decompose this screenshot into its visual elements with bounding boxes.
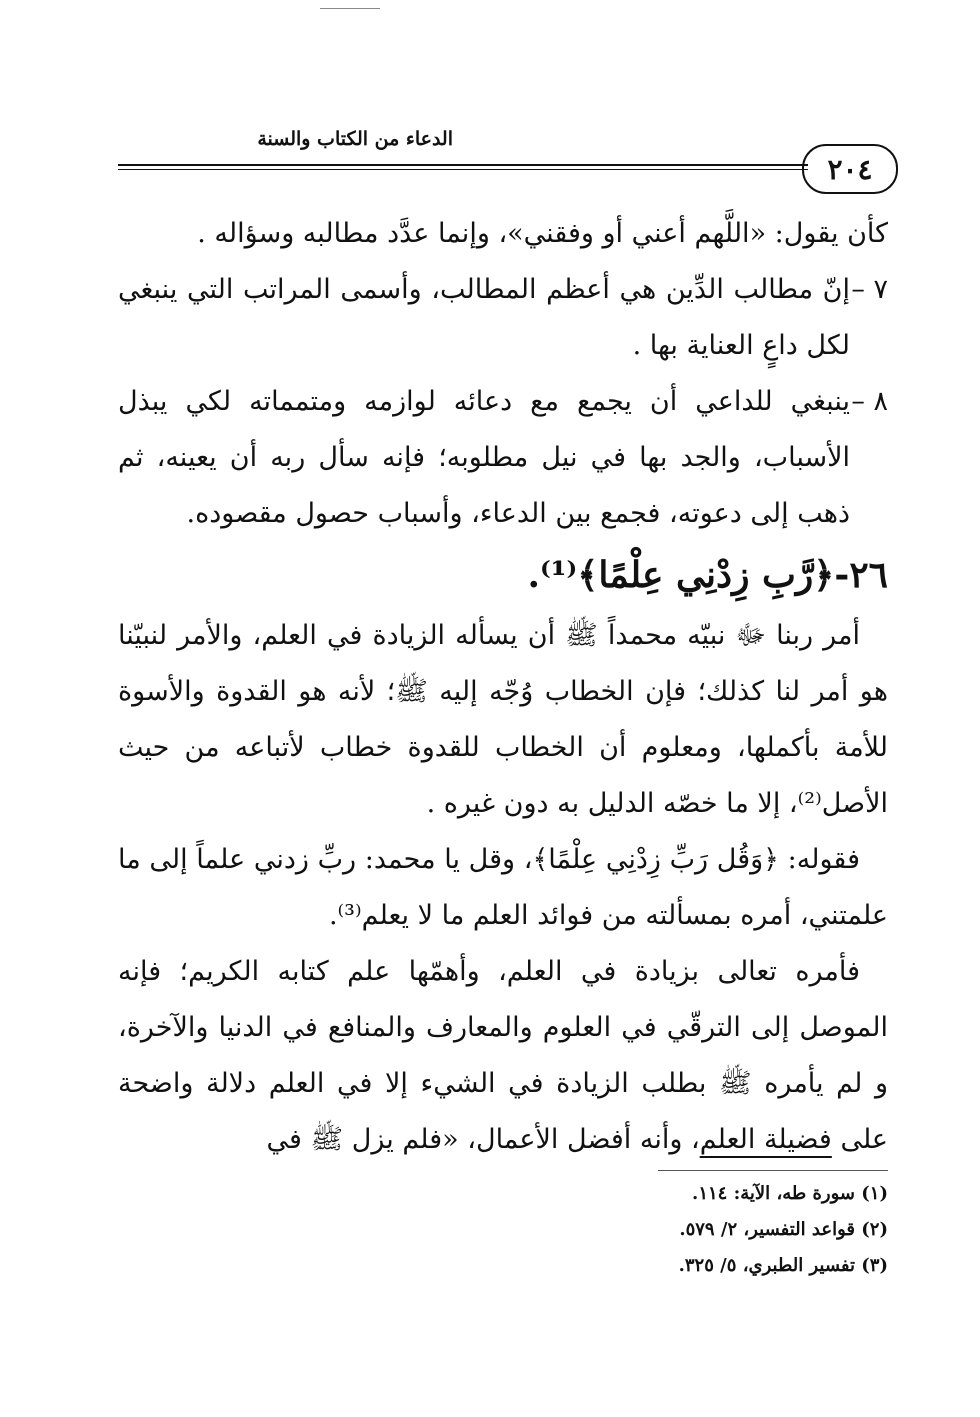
section-heading: ٢٦-﴿رَّبِ زِدْنِي عِلْمًا﴾⁽¹⁾. [527, 554, 888, 596]
page-number: ٢٠٤ [827, 152, 873, 186]
footnote-1: (١) سورة طه، الآية: ١١٤. [692, 1183, 888, 1204]
main-text [118, 206, 888, 1168]
header-rule [118, 164, 808, 166]
header-rule-thin [118, 169, 808, 170]
list-item-number: ٨ – [851, 386, 888, 417]
page-number-badge [802, 144, 898, 194]
underlined-phrase: فضيلة العلم [699, 1124, 832, 1155]
list-item-number: ٧ – [851, 274, 888, 305]
paragraph-text: فأمره تعالى بزيادة في العلم، وأهمّها علم كتابه الكريم؛ فإنه الموصل إلى الترقّي في العلوم والمعارف والمنافع في الدنيا والآخرة، و لم يأمره ﷺ بطلب الزيادة في الشيء إلا في العلم دلالة واضحة على [118, 956, 888, 1155]
running-title: الدعاء من الكتاب والسنة [257, 128, 453, 150]
paragraph [118, 944, 888, 1168]
top-edge-rule [320, 8, 380, 9]
footnote-separator [658, 1170, 888, 1171]
list-item-text: ينبغي للداعي أن يجمع مع دعائه لوازمه ومتمماته لكي يبذل الأسباب، والجد بها في نيل مطلوبه؛ فإنه سأل ربه أن يعينه، ثم ذهب إلى دعوته، فجمع بين الدعاء، وأسباب حصول مقصوده. [118, 386, 850, 529]
footnote-3: (٣) تفسير الطبري، ٥/ ٣٢٥. [678, 1255, 888, 1276]
paragraph-text: ، وأنه أفضل الأعمال، «فلم يزل ﷺ في [266, 1124, 700, 1155]
paragraph-continuation: كأن يقول: «اللَّهم أعني أو وفقني»، وإنما عدَّد مطالبه وسؤاله . [197, 218, 888, 249]
list-item-7 [118, 262, 888, 374]
list-item-text: إنّ مطالب الدِّين هي أعظم المطالب، وأسمى المراتب التي ينبغي لكل داعٍ العناية بها . [118, 274, 850, 361]
footnote-2: (٢) قواعد التفسير، ٢/ ٥٧٩. [679, 1219, 888, 1240]
paragraph: أمر ربنا ﷻ نبيّه محمداً ﷺ أن يسأله الزيادة في العلم، والأمر لنبيّنا هو أمر لنا كذلك؛ فإن الخطاب وُجّه إليه ﷺ؛ لأنه هو القدوة والأسوة للأمة بأكملها، ومعلوم أن الخطاب للقدوة خطاب لأتباعه من حيث الأصل⁽²⁾، إلا ما خصّه الدليل به دون غيره . [118, 620, 888, 819]
paragraph: فقوله: ﴿وَقُل رَبِّ زِدْنِي عِلْمًا﴾، وقل يا محمد: ربِّ زدني علماً إلى ما علمتني، أمره بمسألته من فوائد العلم ما لا يعلم⁽³⁾. [118, 844, 888, 931]
page-header [118, 120, 898, 200]
list-item-8 [118, 374, 888, 542]
footnotes [118, 1176, 888, 1284]
